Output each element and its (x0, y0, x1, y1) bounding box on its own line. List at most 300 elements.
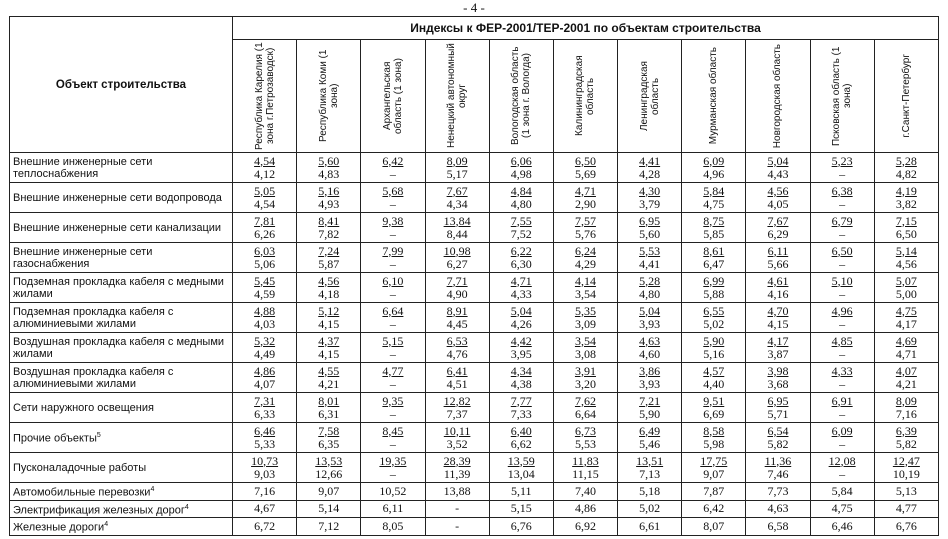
index-cell (618, 183, 682, 213)
index-cell (553, 363, 617, 393)
ter-value: 4,12 (254, 166, 276, 181)
region-label: Ненецкий автономный округ (446, 43, 469, 149)
region-header (553, 40, 617, 153)
ter-value: 4,93 (318, 196, 340, 211)
index-cell (553, 453, 617, 483)
index-cell (682, 213, 746, 243)
ter-value: 5,53 (574, 436, 596, 451)
index-cell (425, 243, 489, 273)
row-label-text: Внешние инженерные сети водопровода (13, 191, 222, 204)
ter-value: 3,09 (574, 316, 596, 331)
index-value: 5,15 (489, 500, 553, 518)
index-cell (489, 213, 553, 243)
index-cell (553, 153, 617, 183)
fer-value: 5,28 (895, 153, 917, 168)
index-cell (682, 363, 746, 393)
index-cell (874, 303, 938, 333)
region-label: Мурманская область (708, 47, 720, 145)
table-row (10, 303, 939, 333)
region-label: Вологодская область (1 зона г. Вологда) (510, 46, 533, 146)
index-value: 6,46 (810, 518, 874, 536)
ter-value: 9,03 (254, 466, 276, 481)
fer-value: 4,41 (639, 153, 661, 168)
row-label-text: Прочие объекты (13, 432, 97, 445)
table-row (10, 363, 939, 393)
index-value: 4,63 (746, 500, 810, 518)
ter-value: – (839, 436, 846, 451)
fer-value: 11,83 (572, 453, 599, 468)
index-value: 6,61 (618, 518, 682, 536)
index-cell (746, 213, 810, 243)
fer-value: 12,08 (828, 453, 856, 468)
row-label (10, 243, 233, 273)
ter-value: 5,60 (639, 226, 661, 241)
index-cell (810, 153, 874, 183)
ter-value: 4,75 (703, 196, 725, 211)
ter-value: 3,93 (639, 316, 661, 331)
fer-value: 8,91 (446, 303, 468, 318)
fer-value: 4,85 (831, 333, 853, 348)
index-cell (425, 153, 489, 183)
fer-value: 7,67 (446, 183, 468, 198)
fer-value: 5,07 (895, 273, 917, 288)
index-cell (746, 333, 810, 363)
ter-value: 4,21 (318, 376, 340, 391)
index-cell (297, 243, 361, 273)
index-value: 4,77 (874, 500, 938, 518)
index-cell (553, 273, 617, 303)
ter-value: 6,29 (767, 226, 789, 241)
ter-value: 7,13 (639, 466, 661, 481)
fer-value: 4,07 (895, 363, 917, 378)
index-cell (682, 303, 746, 333)
index-cell (874, 213, 938, 243)
fer-value: 4,88 (254, 303, 276, 318)
row-label-text: Сети наружного освещения (13, 401, 154, 414)
index-cell (425, 303, 489, 333)
index-cell (361, 393, 425, 423)
ter-value: 4,07 (254, 376, 276, 391)
row-label-text: Воздушная прокладка кабеля с алюминиевыми жилами (13, 365, 174, 390)
fer-value: 4,56 (767, 183, 789, 198)
index-cell (297, 213, 361, 243)
ter-value: 4,80 (639, 286, 661, 301)
ter-value: 4,82 (895, 166, 917, 181)
index-cell (746, 303, 810, 333)
index-cell (746, 273, 810, 303)
fer-value: 12,82 (443, 393, 471, 408)
index-cell (489, 153, 553, 183)
ter-value: 5,33 (254, 436, 276, 451)
index-cell (361, 333, 425, 363)
index-cell (297, 273, 361, 303)
fer-value: 6,95 (639, 213, 661, 228)
ter-value: 4,15 (318, 346, 340, 361)
ter-value: – (839, 346, 846, 361)
ter-value: – (389, 256, 396, 271)
index-table (9, 16, 939, 536)
table-row (10, 500, 939, 518)
ter-value: – (839, 226, 846, 241)
fer-value: 6,22 (510, 243, 532, 258)
index-cell (489, 273, 553, 303)
fer-value: 6,54 (767, 423, 789, 438)
fer-value: 8,75 (703, 213, 725, 228)
ter-value: – (389, 196, 396, 211)
index-cell (874, 363, 938, 393)
index-value: 6,72 (233, 518, 297, 536)
index-cell (553, 393, 617, 423)
ter-value: 7,52 (510, 226, 532, 241)
fer-value: 8,09 (446, 153, 468, 168)
ter-value: 6,27 (446, 256, 468, 271)
index-value: 7,12 (297, 518, 361, 536)
ter-value: 4,29 (574, 256, 596, 271)
index-value: 7,87 (682, 483, 746, 501)
index-cell (361, 183, 425, 213)
fer-value: 5,23 (831, 153, 853, 168)
ter-value: 2,90 (574, 196, 596, 211)
row-label-text: Воздушная прокладка кабеля с медными жилами (13, 335, 225, 360)
ter-value: 4,38 (510, 376, 532, 391)
ter-value: 4,80 (510, 196, 532, 211)
row-label-text: Внешние инженерные сети теплоснабжения (13, 155, 153, 180)
index-value: 8,07 (682, 518, 746, 536)
ter-value: 3,82 (895, 196, 917, 211)
ter-value: 4,43 (767, 166, 789, 181)
row-label-text: Внешние инженерные сети канализации (13, 221, 222, 234)
fer-value: 4,14 (574, 273, 596, 288)
ter-value: 5,85 (703, 226, 725, 241)
ter-value: – (839, 316, 846, 331)
ter-value: 5,00 (895, 286, 917, 301)
fer-value: 4,77 (382, 363, 404, 378)
index-cell (361, 363, 425, 393)
fer-value: 8,58 (703, 423, 725, 438)
fer-value: 4,86 (254, 363, 276, 378)
ter-value: 4,34 (446, 196, 468, 211)
ter-value: 11,15 (572, 466, 599, 481)
footnote-mark: 5 (96, 432, 101, 440)
fer-value: 6,91 (831, 393, 853, 408)
table-row (10, 518, 939, 536)
index-cell (489, 303, 553, 333)
ter-value: 7,46 (767, 466, 789, 481)
index-cell (682, 393, 746, 423)
ter-value: 6,69 (703, 406, 725, 421)
ter-value: 4,05 (767, 196, 789, 211)
region-header (618, 40, 682, 153)
index-value: 9,07 (297, 483, 361, 501)
index-value: 6,42 (682, 500, 746, 518)
fer-value: 6,40 (510, 423, 532, 438)
index-cell (425, 453, 489, 483)
index-cell (361, 243, 425, 273)
fer-value: 5,12 (318, 303, 340, 318)
fer-value: 7,71 (446, 273, 468, 288)
fer-value: 9,35 (382, 393, 404, 408)
ter-value: 4,71 (895, 346, 917, 361)
ter-value: 5,71 (767, 406, 789, 421)
index-value: - (425, 500, 489, 518)
table-row (10, 243, 939, 273)
fer-value: 5,90 (703, 333, 725, 348)
index-cell (425, 183, 489, 213)
index-cell (361, 213, 425, 243)
fer-value: 8,45 (382, 423, 404, 438)
index-cell (618, 363, 682, 393)
index-value: 13,88 (425, 483, 489, 501)
index-cell (618, 273, 682, 303)
ter-value: 4,40 (703, 376, 725, 391)
fer-value: 4,71 (510, 273, 532, 288)
fer-value: 6,53 (446, 333, 468, 348)
ter-value: 9,07 (703, 466, 725, 481)
table-row (10, 273, 939, 303)
fer-value: 3,86 (639, 363, 661, 378)
table-row (10, 333, 939, 363)
table-row (10, 483, 939, 501)
ter-value: 4,26 (510, 316, 532, 331)
footnote-mark: 4 (184, 503, 189, 511)
ter-value: 4,15 (318, 316, 340, 331)
ter-value: 5,88 (703, 286, 725, 301)
index-cell (489, 183, 553, 213)
fer-value: 7,15 (895, 213, 917, 228)
index-cell (233, 423, 297, 453)
index-cell (553, 183, 617, 213)
region-label: г.Санкт-Петербург (900, 54, 912, 138)
index-cell (810, 273, 874, 303)
fer-value: 5,14 (895, 243, 917, 258)
ter-value: 5,82 (895, 436, 917, 451)
ter-value: 5,90 (639, 406, 661, 421)
fer-value: 5,28 (639, 273, 661, 288)
table-row (10, 453, 939, 483)
ter-value: 5,66 (767, 256, 789, 271)
fer-value: 6,09 (703, 153, 725, 168)
ter-value: 4,49 (254, 346, 276, 361)
region-label: Ленинградская область (638, 61, 661, 131)
index-cell (297, 363, 361, 393)
fer-value: 5,05 (254, 183, 276, 198)
fer-value: 7,58 (318, 423, 340, 438)
index-cell (233, 243, 297, 273)
fer-value: 4,56 (318, 273, 340, 288)
index-cell (297, 183, 361, 213)
index-cell (874, 243, 938, 273)
row-label (10, 518, 233, 536)
index-cell (810, 183, 874, 213)
fer-value: 11,36 (764, 453, 792, 468)
index-cell (874, 453, 938, 483)
index-cell (489, 393, 553, 423)
index-cell (682, 153, 746, 183)
index-cell (618, 213, 682, 243)
index-value: 5,14 (297, 500, 361, 518)
index-cell (618, 243, 682, 273)
ter-value: 6,35 (318, 436, 340, 451)
fer-value: 4,33 (831, 363, 853, 378)
ter-value: 11,39 (443, 466, 471, 481)
index-cell (746, 153, 810, 183)
index-cell (618, 423, 682, 453)
ter-value: – (389, 226, 396, 241)
row-label-text: Подземная прокладка кабеля с алюминиевыми жилами (13, 305, 174, 330)
fer-value: 6,09 (831, 423, 853, 438)
row-label (10, 303, 233, 333)
ter-value: 5,98 (703, 436, 725, 451)
footnote-mark: 4 (104, 521, 109, 529)
fer-value: 6,24 (574, 243, 596, 258)
row-label (10, 273, 233, 303)
row-label (10, 363, 233, 393)
object-column-header: Объект строительства (10, 17, 233, 153)
index-cell (746, 183, 810, 213)
fer-value: 13,51 (636, 453, 664, 468)
fer-value: 12,47 (892, 453, 920, 468)
fer-value: 28,39 (443, 453, 471, 468)
ter-value: 8,44 (446, 226, 468, 241)
index-cell (297, 333, 361, 363)
fer-value: 7,62 (574, 393, 596, 408)
fer-value: 4,55 (318, 363, 340, 378)
index-cell (682, 423, 746, 453)
ter-value: 5,16 (703, 346, 725, 361)
index-cell (618, 333, 682, 363)
fer-value: 8,61 (703, 243, 725, 258)
fer-value: 6,03 (254, 243, 276, 258)
index-cell (618, 453, 682, 483)
fer-value: 10,73 (251, 453, 279, 468)
index-cell (810, 363, 874, 393)
ter-value: 3,08 (574, 346, 596, 361)
fer-value: 6,46 (254, 423, 276, 438)
table-row (10, 213, 939, 243)
index-cell (553, 333, 617, 363)
fer-value: 5,35 (574, 303, 596, 318)
ter-value: 4,41 (639, 256, 661, 271)
fer-value: 19,35 (379, 453, 407, 468)
index-value: 5,18 (618, 483, 682, 501)
row-label-text: Пусконаладочные работы (13, 461, 147, 474)
index-cell (297, 153, 361, 183)
fer-value: 6,38 (831, 183, 853, 198)
index-cell (618, 303, 682, 333)
ter-value: 7,82 (318, 226, 340, 241)
index-cell (233, 393, 297, 423)
ter-value: 5,17 (446, 166, 468, 181)
row-label-text: Автомобильные перевозки (13, 486, 151, 499)
ter-value: – (839, 466, 846, 481)
ter-value: 12,66 (315, 466, 343, 481)
ter-value: 5,46 (639, 436, 661, 451)
index-cell (553, 423, 617, 453)
fer-value: 3,98 (767, 363, 789, 378)
index-cell (810, 393, 874, 423)
row-label (10, 393, 233, 423)
ter-value: 5,82 (767, 436, 789, 451)
index-cell (425, 393, 489, 423)
index-cell (874, 333, 938, 363)
fer-value: 4,75 (895, 303, 917, 318)
ter-value: – (389, 346, 396, 361)
region-label: Калининградская область (574, 55, 597, 137)
ter-value: – (839, 196, 846, 211)
fer-value: 3,91 (574, 363, 596, 378)
ter-value: 5,02 (703, 316, 725, 331)
region-header (874, 40, 938, 153)
index-cell (233, 303, 297, 333)
ter-value: 4,21 (895, 376, 917, 391)
index-cell (874, 423, 938, 453)
fer-value: 13,84 (443, 213, 471, 228)
ter-value: – (389, 376, 396, 391)
fer-value: 4,19 (895, 183, 917, 198)
row-label-text: Подземная прокладка кабеля с медными жилами (13, 275, 224, 300)
index-cell (746, 363, 810, 393)
table-row (10, 423, 939, 453)
index-value: - (425, 518, 489, 536)
index-cell (425, 333, 489, 363)
ter-value: 3,79 (639, 196, 661, 211)
index-value: 6,11 (361, 500, 425, 518)
index-cell (489, 333, 553, 363)
ter-value: 4,03 (254, 316, 276, 331)
index-cell (233, 453, 297, 483)
ter-value: 5,06 (254, 256, 276, 271)
index-cell (233, 273, 297, 303)
region-header (682, 40, 746, 153)
fer-value: 10,11 (443, 423, 471, 438)
ter-value: 7,33 (510, 406, 532, 421)
fer-value: 13,59 (507, 453, 535, 468)
region-header (489, 40, 553, 153)
index-cell (489, 423, 553, 453)
index-value: 7,40 (553, 483, 617, 501)
fer-value: 13,53 (315, 453, 343, 468)
index-value: 4,75 (810, 500, 874, 518)
fer-value: 4,30 (639, 183, 661, 198)
row-label-text: Электрификация железных дорог (13, 504, 185, 517)
index-cell (361, 423, 425, 453)
index-value: 5,13 (874, 483, 938, 501)
index-value: 5,84 (810, 483, 874, 501)
region-label: Архангельская область (1 зона) (381, 58, 404, 134)
index-value: 5,11 (489, 483, 553, 501)
index-cell (682, 273, 746, 303)
ter-value: 4,56 (895, 256, 917, 271)
fer-value: 6,06 (510, 153, 532, 168)
index-cell (874, 153, 938, 183)
fer-value: 6,64 (382, 303, 404, 318)
index-value: 10,52 (361, 483, 425, 501)
fer-value: 4,96 (831, 303, 853, 318)
fer-value: 6,42 (382, 153, 404, 168)
ter-value: 3,20 (574, 376, 596, 391)
fer-value: 5,04 (510, 303, 532, 318)
fer-value: 7,57 (574, 213, 596, 228)
fer-value: 6,79 (831, 213, 853, 228)
region-label: Новгородская область (772, 43, 784, 149)
index-cell (810, 243, 874, 273)
fer-value: 6,41 (446, 363, 468, 378)
fer-value: 4,70 (767, 303, 789, 318)
fer-value: 6,11 (767, 243, 789, 258)
fer-value: 4,84 (510, 183, 532, 198)
ter-value: 5,76 (574, 226, 596, 241)
region-header (425, 40, 489, 153)
